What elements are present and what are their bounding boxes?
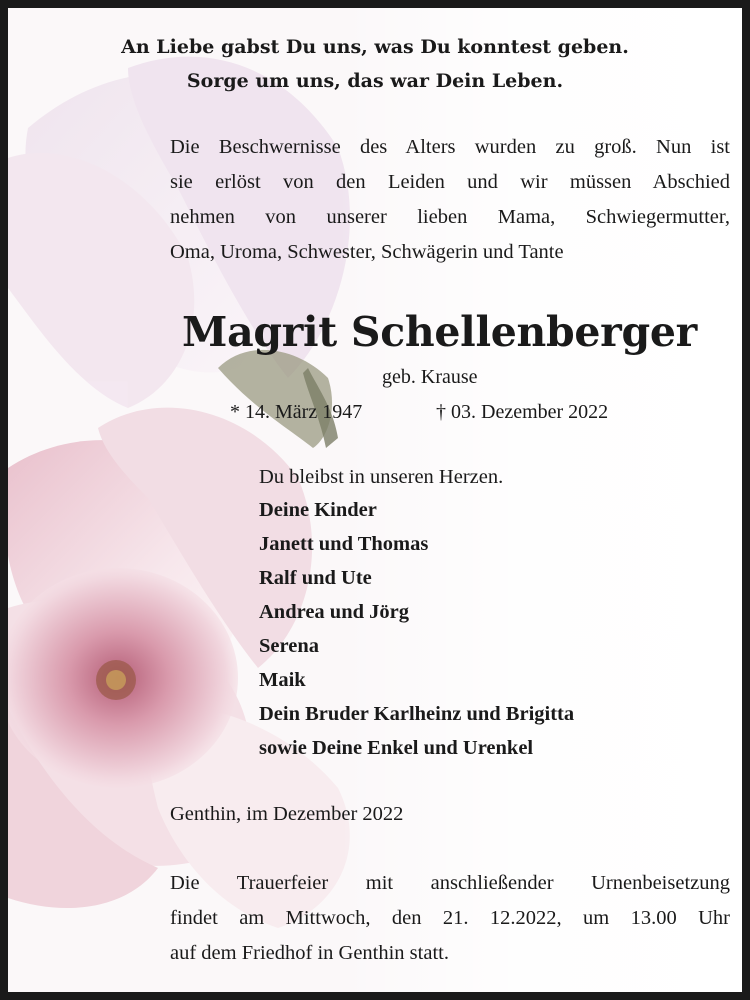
mourner-line: Deine Kinder <box>259 499 377 521</box>
death-date: † 03. Dezember 2022 <box>436 401 609 423</box>
mourner-line: Maik <box>259 669 306 691</box>
place-date: Genthin, im Dezember 2022 <box>170 803 404 825</box>
deceased-name: Magrit Schellenberger <box>182 308 697 356</box>
funeral-line-2: findet am Mittwoch, den 21. 12.2022, um 13.00 Uhr <box>170 907 730 929</box>
mourner-line: Janett und Thomas <box>259 533 429 555</box>
motto-line-1: An Liebe gabst Du uns, was Du konntest geben. <box>121 36 629 58</box>
mourners-intro: Du bleibst in unseren Herzen. <box>259 466 504 488</box>
intro-line-4: Oma, Uroma, Schwester, Schwägerin und Tante <box>170 241 564 263</box>
intro-line-3: nehmen von unserer lieben Mama, Schwiegermutter, <box>170 206 730 228</box>
funeral-line-1: Die Trauerfeier mit anschließender Urnenbeisetzung <box>170 872 730 894</box>
mourner-line: Andrea und Jörg <box>259 601 409 623</box>
mourner-line: Serena <box>259 635 319 657</box>
motto-line-2: Sorge um uns, das war Dein Leben. <box>186 70 564 92</box>
intro-line-2: sie erlöst von den Leiden und wir müssen Abschied <box>170 171 730 193</box>
mourner-line: Dein Bruder Karlheinz und Brigitta <box>259 703 575 725</box>
intro-line-1: Die Beschwernisse des Alters wurden zu groß. Nun ist <box>170 136 730 158</box>
mourner-line: sowie Deine Enkel und Urenkel <box>259 737 534 759</box>
obituary-notice <box>8 8 742 992</box>
mourner-line: Ralf und Ute <box>259 567 372 589</box>
birth-date: * 14. März 1947 <box>230 401 363 423</box>
birth-name: geb. Krause <box>382 366 478 388</box>
funeral-line-3: auf dem Friedhof in Genthin statt. <box>170 942 449 964</box>
